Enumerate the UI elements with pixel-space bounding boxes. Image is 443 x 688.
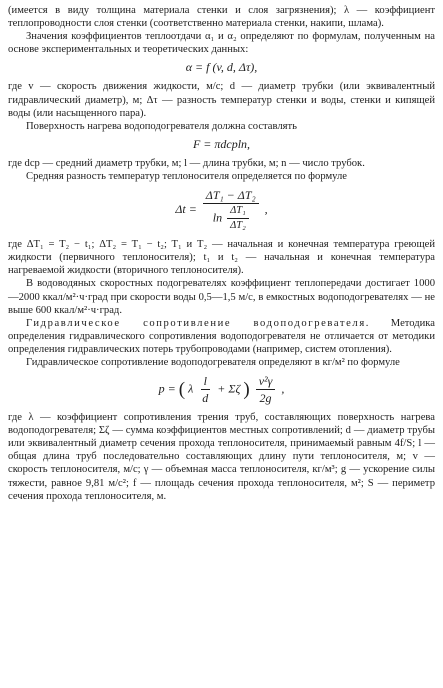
- formula-tail: ,: [281, 381, 285, 396]
- fraction-main: [203, 188, 259, 232]
- fraction-l-over-d: [199, 374, 211, 405]
- paragraph-continuation: (имеется в виду толщина материала стенки и слоя загрязнения); λ — коэффициент теплопроводности слоя стенки (соответственно материала стенки, накипи, шлама).: [8, 5, 435, 30]
- fraction-inner-numerator: ΔT₁: [227, 205, 249, 219]
- paragraph-surface-definitions: где dср — средний диаметр трубки, м; l — длина трубки, м; n — число трубок.: [8, 157, 365, 169]
- fraction-denominator: [210, 204, 252, 232]
- formula-lhs: p =: [158, 381, 176, 396]
- open-paren: (: [178, 379, 186, 401]
- formula-surface-area: F = πdсрln,: [192, 136, 251, 151]
- fraction-v2gamma: v²γ: [256, 374, 276, 390]
- ln-label: ln: [212, 210, 223, 225]
- fraction-l: l: [201, 374, 210, 390]
- fraction-d: d: [202, 391, 209, 406]
- lambda-symbol: λ: [188, 381, 194, 396]
- paragraph-heat-transfer-coefficients: Значения коэффициентов теплоотдачи α₁ и α₂ определяют по формулам, полученным на основе экспериментальных и теоретических данных:: [8, 31, 435, 56]
- formula-log-mean-temperature: [8, 188, 435, 232]
- section-heading-hydraulic-resistance: Гидравлическое сопротивление водоподогревателя.: [26, 317, 371, 329]
- paragraph-mean-temperature-difference: Средняя разность температур теплоносителя определяется по формуле: [26, 171, 347, 183]
- paragraph-hydraulic-resistance: [8, 317, 435, 356]
- formula-pressure-loss: [8, 374, 435, 405]
- paragraph-hydraulic-resistance-text: Методика определения гидравлического сопротивления водоподогревателя не отличается от методики определения гидравлических потерь трубопроводами (например, систем отопления).: [8, 317, 435, 355]
- paragraph-heat-transfer-values: В водоводяных скоростных подогревателях коэффициент теплопередачи достигает 1000—2000 ккал/м²·ч·град при скорости воды 0,5—1,5 м/с, в емкостных водоподогревателях — не выше 600 ккал/м²·ч·град.: [8, 278, 435, 316]
- formula-lhs: Δt =: [175, 201, 197, 216]
- paragraph-temperature-definitions: где ΔT₁ = T₂ − t₁; ΔT₂ = T₁ − t₂; T₁ и T₂ — начальная и конечная температура греющей жидкости (первичного теплоносителя); t₁ и t₂ — начальная и конечная температура нагреваемой жидкости (вторичного теплоносителя).: [8, 239, 435, 277]
- close-paren: ): [243, 379, 250, 401]
- paragraph-resistance-definitions: где λ — коэффициент сопротивления трения труб, составляющих поверхность нагрева водоподогревателя; Σζ — сумма коэффициентов местных сопротивлений; d — диаметр трубы или эквивалентный диаметр сечения прохода теплоносителя, принимаемый равным 4f/S; l — общая длина труб последовательно составляющих длину пути теплоносителя, м; v — скорость теплоносителя, м/с; γ — объемная масса теплоносителя, кг/м³; g — ускорение силы тяжести, равное 9,81 м/с²; f — площадь сечения прохода теплоносителя, м²; S — периметр сечения прохода теплоносителя, м.: [8, 412, 435, 502]
- paragraph-resistance-formula-intro: Гидравлическое сопротивление водоподогревателя определяют в кг/м² по формуле: [26, 356, 400, 368]
- fraction-2g: 2g: [259, 391, 272, 406]
- fraction-inner-denominator: ΔT₂: [230, 220, 246, 232]
- fraction-inner: [227, 205, 249, 232]
- fraction-numerator: ΔT₁ − ΔT₂: [203, 188, 259, 204]
- formula-alpha: α = f (v, d, Δτ),: [185, 60, 258, 75]
- paragraph-heating-surface: Поверхность нагрева водоподогревателя должна составлять: [26, 120, 297, 132]
- sum-zeta: + Σζ: [217, 381, 241, 396]
- formula-tail: ,: [264, 201, 268, 216]
- fraction-velocity-head: [256, 374, 276, 405]
- paragraph-alpha-definitions: где v — скорость движения жидкости, м/с; d — диаметр трубки (или эквивалентный гидравлический диаметр), м; Δτ — разность температур стенки и воды, стенки и кипящей воды (или насыщенного пара).: [8, 81, 435, 119]
